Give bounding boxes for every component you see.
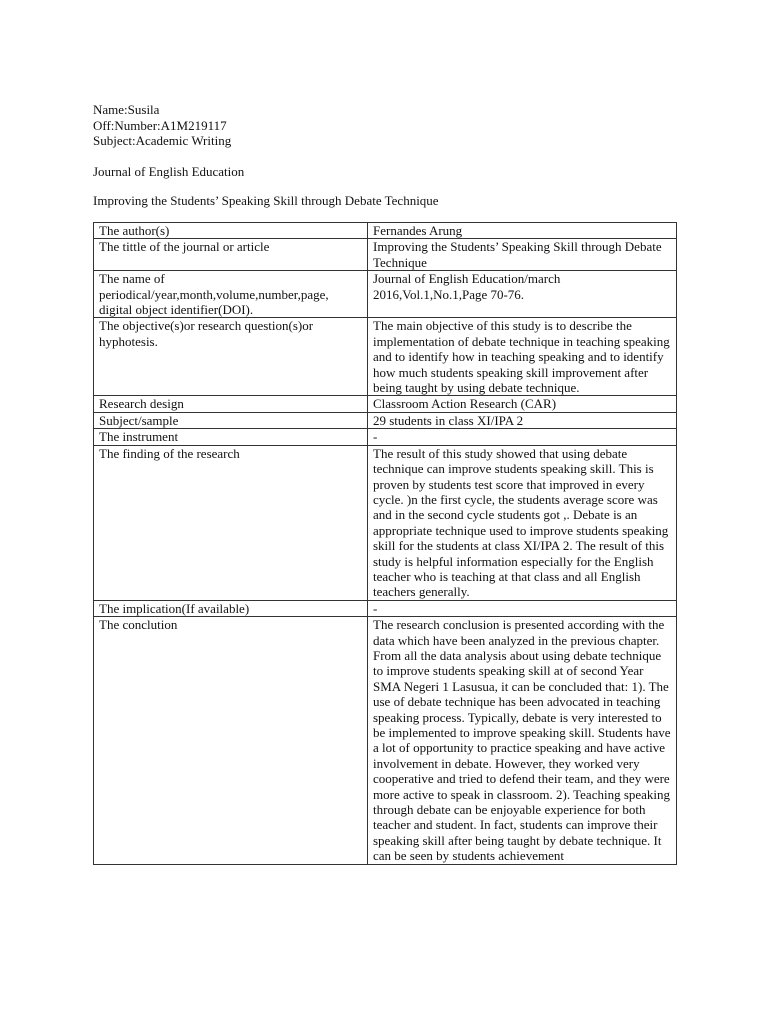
row-label-subject-sample: Subject/sample <box>94 412 368 428</box>
row-value-research-design: Classroom Action Research (CAR) <box>368 396 677 412</box>
student-subject: Subject:Academic Writing <box>93 133 232 148</box>
table-row <box>94 429 677 445</box>
table-row <box>94 271 677 318</box>
row-label-objective: The objective(s)or research question(s)or hyphotesis. <box>94 318 368 396</box>
article-title: Improving the Students’ Speaking Skill through Debate Technique <box>93 193 439 208</box>
row-value-conclusion: The research conclusion is presented according with the data which have been analyzed in the previous chapter. From all the data analysis about using debate technique to improve students speaking skill at of second Year SMA Negeri 1 Lasusua, it can be concluded that: 1). The use of debate technique has been advocated in teaching speaking process. Typically, debate is very interested to be implemented to improve speaking skill. Students have a lot of opportunity to practice speaking and have active involvement in debate. However, they worked very cooperative and tried to defend their team, and they were more active to speak in classroom. 2). Teaching speaking through debate can be enjoyable experience for both teacher and student. In fact, students can improve their speaking skill after being taught by debate technique. It can be seen by students achievement <box>368 617 677 865</box>
table-row <box>94 318 677 396</box>
table-row <box>94 617 677 865</box>
table-row <box>94 396 677 412</box>
row-label-implication: The implication(If available) <box>94 600 368 616</box>
journal-review-table <box>93 222 677 865</box>
table-row <box>94 600 677 616</box>
row-label-periodical: The name of periodical/year,month,volume,number,page, digital object identifier(DOI). <box>94 271 368 318</box>
row-value-periodical: Journal of English Education/march 2016,Vol.1,No.1,Page 70-76. <box>368 271 677 318</box>
student-name: Name:Susila <box>93 102 160 117</box>
row-value-objective: The main objective of this study is to describe the implementation of debate technique in teaching speaking and to identify how in teaching speaking and to identify how much students speaking skill improvement after being taught by using debate technique. <box>368 318 677 396</box>
table-row <box>94 412 677 428</box>
table-row <box>94 223 677 239</box>
row-value-title: Improving the Students’ Speaking Skill through Debate Technique <box>368 239 677 271</box>
row-value-subject-sample: 29 students in class XI/IPA 2 <box>368 412 677 428</box>
row-label-instrument: The instrument <box>94 429 368 445</box>
row-value-finding: The result of this study showed that using debate technique can improve students speaking skill. This is proven by students test score that improved in every cycle. )n the first cycle, the students average score was and in the second cycle students got ,. Debate is an appropriate technique used to improve students speaking skill for the students at class XI/IPA 2. The result of this study is helpful information especially for the English teacher who is teaching at that class and all English teachers generally. <box>368 445 677 600</box>
student-off-number: Off:Number:A1M219117 <box>93 117 227 133</box>
row-label-authors: The author(s) <box>94 223 368 239</box>
row-label-finding: The finding of the research <box>94 445 368 600</box>
row-label-research-design: Research design <box>94 396 368 412</box>
table-row <box>94 239 677 271</box>
row-value-implication: - <box>368 600 677 616</box>
journal-name: Journal of English Education <box>93 164 245 179</box>
row-label-title: The tittle of the journal or article <box>94 239 368 271</box>
student-info-header <box>93 102 693 149</box>
row-value-authors: Fernandes Arung <box>368 223 677 239</box>
table-row <box>94 445 677 600</box>
row-value-instrument: - <box>368 429 677 445</box>
row-label-conclusion: The conclution <box>94 617 368 865</box>
